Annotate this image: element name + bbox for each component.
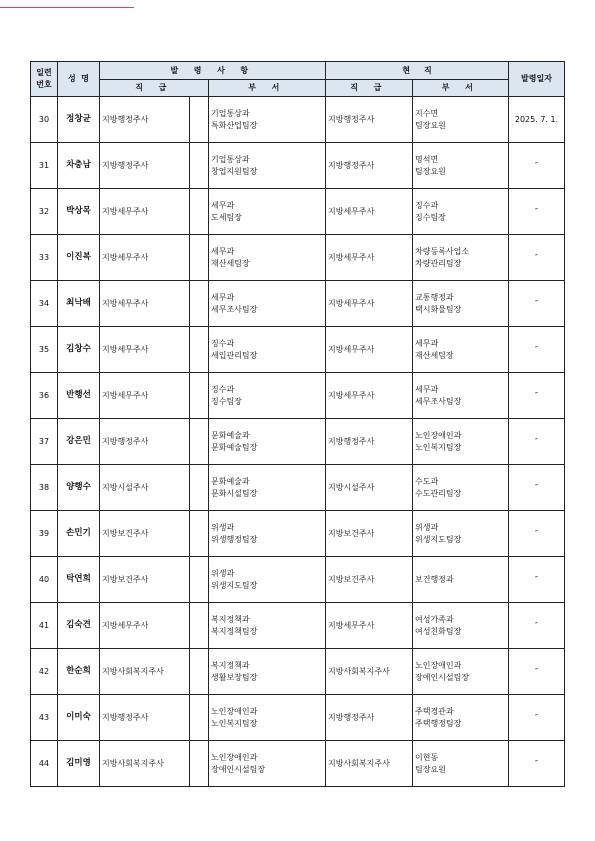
row-order-rank: 지방시설주사: [100, 465, 190, 511]
row-order-blank: [190, 143, 209, 189]
row-order-rank: 지방사회복지주사: [100, 741, 190, 787]
row-current-rank: 지방행정주사: [326, 143, 413, 189]
row-order-dept-line2: 징수팀장: [211, 396, 242, 406]
row-order-dept-line1: 문화예술과: [211, 430, 250, 440]
row-name: 최낙배: [58, 281, 100, 327]
row-order-blank: [190, 465, 209, 511]
table-row: [31, 603, 565, 649]
top-red-rule: [0, 7, 134, 8]
row-order-blank: [190, 373, 209, 419]
row-order-dept-line2: 문화시설팀장: [211, 488, 258, 498]
row-order-dept: [209, 511, 326, 557]
row-current-dept: [413, 649, 509, 695]
header-order-group: 발 령 사 항: [100, 62, 326, 80]
row-order-dept: [209, 603, 326, 649]
header-name: 성 명: [58, 62, 100, 97]
row-name: 김창수: [58, 327, 100, 373]
row-order-dept-line1: 징수과: [211, 338, 235, 348]
header-order-dept: 부 서: [209, 80, 326, 97]
row-current-rank: 지방사회복지주사: [326, 649, 413, 695]
header-serial: [31, 62, 58, 97]
header-order-date: 발령일자: [509, 62, 565, 97]
row-order-dept: [209, 741, 326, 787]
row-order-dept: [209, 649, 326, 695]
row-order-rank: 지방행정주사: [100, 419, 190, 465]
row-order-dept-line2: 특화산업팀장: [211, 120, 258, 130]
row-order-blank: [190, 419, 209, 465]
row-order-dept-line1: 문화예술과: [211, 476, 250, 486]
row-order-rank: 지방세무주사: [100, 327, 190, 373]
row-current-dept-line2: 차량관리팀장: [415, 258, 462, 268]
table-row: [31, 649, 565, 695]
row-current-dept-line1: 수도과: [415, 476, 439, 486]
row-name: 이진복: [58, 235, 100, 281]
row-current-rank: 지방보건주사: [326, 511, 413, 557]
row-order-dept-line2: 세입관리팀장: [211, 350, 258, 360]
row-current-dept-line1: 지수면: [415, 108, 439, 118]
row-current-dept: [413, 143, 509, 189]
row-order-dept-line2: 위생지도팀장: [211, 580, 258, 590]
row-current-rank: 지방시설주사: [326, 465, 413, 511]
row-current-dept: [413, 511, 509, 557]
row-name: 한순희: [58, 649, 100, 695]
row-order-dept-line1: 복지정책과: [211, 660, 250, 670]
row-order-dept-line1: 세무과: [211, 292, 235, 302]
row-order-rank: 지방세무주사: [100, 603, 190, 649]
row-order-dept-line1: 노인장애인과: [211, 706, 258, 716]
row-order-rank: 지방세무주사: [100, 281, 190, 327]
row-name: 김미영: [58, 741, 100, 787]
row-order-dept-line2: 재산세팀장: [211, 258, 250, 268]
row-current-dept: [413, 327, 509, 373]
row-current-dept: [413, 741, 509, 787]
row-current-dept: [413, 419, 509, 465]
row-order-dept-line1: 위생과: [211, 522, 235, 532]
table-row: [31, 189, 565, 235]
table-row: [31, 97, 565, 143]
row-order-blank: [190, 603, 209, 649]
row-current-dept: [413, 465, 509, 511]
row-order-dept: [209, 143, 326, 189]
row-current-dept: [413, 281, 509, 327]
table-row: [31, 557, 565, 603]
personnel-order-table: [30, 61, 565, 787]
row-current-rank: 지방세무주사: [326, 373, 413, 419]
row-current-rank: 지방세무주사: [326, 189, 413, 235]
row-order-blank: [190, 97, 209, 143]
row-order-rank: 지방사회복지주사: [100, 649, 190, 695]
row-order-dept-line1: 복지정책과: [211, 614, 250, 624]
row-order-dept-line2: 도세팀장: [211, 212, 242, 222]
row-order-dept-line1: 징수과: [211, 384, 235, 394]
row-name: 이미숙: [58, 695, 100, 741]
row-order-blank: [190, 511, 209, 557]
row-number: 32: [31, 189, 58, 235]
row-number: 31: [31, 143, 58, 189]
row-order-rank: 지방행정주사: [100, 143, 190, 189]
row-order-date: ″: [509, 695, 565, 741]
row-order-rank: 지방보건주사: [100, 511, 190, 557]
row-order-blank: [190, 235, 209, 281]
row-name: 반행선: [58, 373, 100, 419]
row-order-date: ″: [509, 649, 565, 695]
row-current-dept-line2: 여성친화팀장: [415, 626, 462, 636]
row-current-dept: [413, 235, 509, 281]
row-order-dept-line2: 위생행정팀장: [211, 534, 258, 544]
row-current-dept-line1: 여성가족과: [415, 614, 454, 624]
row-number: 30: [31, 97, 58, 143]
row-order-dept-line2: 창업지원팀장: [211, 166, 258, 176]
row-order-blank: [190, 557, 209, 603]
row-current-dept-line1: 교통행정과: [415, 292, 454, 302]
row-order-dept-line1: 노인장애인과: [211, 752, 258, 762]
row-number: 44: [31, 741, 58, 787]
row-number: 35: [31, 327, 58, 373]
row-order-rank: 지방세무주사: [100, 189, 190, 235]
row-order-date: ″: [509, 603, 565, 649]
table-row: [31, 511, 565, 557]
row-current-dept-line2: 장애인시설팀장: [415, 672, 470, 682]
row-current-dept-line2: 세무조사팀장: [415, 396, 462, 406]
row-current-dept-line1: 노인장애인과: [415, 660, 462, 670]
row-order-date: ″: [509, 741, 565, 787]
table-row: [31, 235, 565, 281]
row-order-dept: [209, 189, 326, 235]
table-row: [31, 373, 565, 419]
row-current-dept-line2: 주택행정팀장: [415, 718, 462, 728]
row-order-rank: 지방행정주사: [100, 97, 190, 143]
row-current-rank: 지방세무주사: [326, 327, 413, 373]
row-current-dept-line1: 징수과: [415, 200, 439, 210]
row-current-rank: 지방보건주사: [326, 557, 413, 603]
row-current-rank: 지방세무주사: [326, 281, 413, 327]
row-order-blank: [190, 189, 209, 235]
row-order-date: 2025. 7. 1.: [509, 97, 565, 143]
row-order-date: ″: [509, 327, 565, 373]
row-current-rank: 지방사회복지주사: [326, 741, 413, 787]
row-number: 37: [31, 419, 58, 465]
row-number: 38: [31, 465, 58, 511]
header-current-rank: 직 급: [326, 80, 413, 97]
header-current-dept: 부 서: [413, 80, 509, 97]
row-current-rank: 지방행정주사: [326, 419, 413, 465]
row-number: 41: [31, 603, 58, 649]
row-current-dept-line1: 주택경관과: [415, 706, 454, 716]
row-order-dept: [209, 235, 326, 281]
row-number: 40: [31, 557, 58, 603]
table-row: [31, 327, 565, 373]
row-current-dept-line1: 세무과: [415, 338, 439, 348]
row-order-date: ″: [509, 511, 565, 557]
row-name: 차충남: [58, 143, 100, 189]
row-current-dept-line2: 재산세팀장: [415, 350, 454, 360]
row-order-dept: [209, 557, 326, 603]
row-order-date: ″: [509, 373, 565, 419]
row-order-rank: 지방세무주사: [100, 373, 190, 419]
row-name: 강은민: [58, 419, 100, 465]
row-order-date: ″: [509, 465, 565, 511]
row-order-rank: 지방보건주사: [100, 557, 190, 603]
table-row: [31, 143, 565, 189]
row-order-dept: [209, 373, 326, 419]
row-order-dept-line2: 문화예술팀장: [211, 442, 258, 452]
row-order-dept-line1: 위생과: [211, 568, 235, 578]
row-name: 탁연희: [58, 557, 100, 603]
row-current-dept-line2: 수도관리팀장: [415, 488, 462, 498]
row-order-dept: [209, 281, 326, 327]
row-order-rank: 지방행정주사: [100, 695, 190, 741]
row-current-dept-line1: 노인장애인과: [415, 430, 462, 440]
row-order-blank: [190, 281, 209, 327]
row-name: 박상목: [58, 189, 100, 235]
row-order-blank: [190, 327, 209, 373]
row-current-dept: [413, 97, 509, 143]
row-current-dept-line2: 징수팀장: [415, 212, 446, 222]
row-current-dept: [413, 695, 509, 741]
row-order-dept: [209, 465, 326, 511]
row-current-dept-line1: 차량등록사업소: [415, 246, 470, 256]
row-order-dept: [209, 327, 326, 373]
header-order-rank: 직 급: [100, 80, 209, 97]
row-current-rank: 지방행정주사: [326, 695, 413, 741]
row-order-dept-line1: 기업통상과: [211, 108, 250, 118]
row-current-dept-line1: 이현동: [415, 752, 439, 762]
row-order-date: ″: [509, 189, 565, 235]
row-current-dept-line2: 팀장요원: [415, 764, 446, 774]
row-current-rank: 지방세무주사: [326, 235, 413, 281]
row-order-dept-line2: 장애인시설팀장: [211, 764, 266, 774]
row-current-dept-line1: 명석면: [415, 154, 439, 164]
row-order-blank: [190, 741, 209, 787]
row-number: 36: [31, 373, 58, 419]
row-name: 손민기: [58, 511, 100, 557]
row-order-date: ″: [509, 143, 565, 189]
row-name: 양행수: [58, 465, 100, 511]
header-serial-line2: 번호: [36, 80, 52, 89]
row-order-date: ″: [509, 557, 565, 603]
row-current-dept: [413, 557, 509, 603]
row-order-dept-line2: 생활보장팀장: [211, 672, 258, 682]
row-order-dept: [209, 695, 326, 741]
row-number: 42: [31, 649, 58, 695]
header-serial-line1: 일련: [36, 68, 52, 78]
row-order-date: ″: [509, 235, 565, 281]
row-order-dept-line2: 세무조사팀장: [211, 304, 258, 314]
row-order-dept-line2: 노인복지팀장: [211, 718, 258, 728]
row-order-blank: [190, 649, 209, 695]
row-order-dept-line1: 세무과: [211, 246, 235, 256]
row-number: 34: [31, 281, 58, 327]
row-order-dept: [209, 97, 326, 143]
row-number: 43: [31, 695, 58, 741]
table-row: [31, 695, 565, 741]
row-current-rank: 지방행정주사: [326, 97, 413, 143]
row-current-dept-line1: 세무과: [415, 384, 439, 394]
row-current-dept-line1: 보건행정과: [415, 574, 454, 584]
row-order-dept-line1: 세무과: [211, 200, 235, 210]
header-current-group: 현 직: [326, 62, 509, 80]
table-row: [31, 419, 565, 465]
row-current-dept-line2: 택시화물팀장: [415, 304, 462, 314]
row-current-rank: 지방세무주사: [326, 603, 413, 649]
row-order-blank: [190, 695, 209, 741]
row-current-dept-line2: 팀장요원: [415, 166, 446, 176]
row-current-dept-line1: 위생과: [415, 522, 439, 532]
row-order-dept-line2: 복지정책팀장: [211, 626, 258, 636]
row-current-dept-line2: 팀장요원: [415, 120, 446, 130]
row-number: 39: [31, 511, 58, 557]
table-row: [31, 741, 565, 787]
row-order-dept-line1: 기업통상과: [211, 154, 250, 164]
row-current-dept: [413, 373, 509, 419]
row-current-dept-line2: 노인복지팀장: [415, 442, 462, 452]
row-current-dept-line2: 위생지도팀장: [415, 534, 462, 544]
row-order-date: ″: [509, 281, 565, 327]
row-order-date: ″: [509, 419, 565, 465]
row-name: 정창균: [58, 97, 100, 143]
row-order-rank: 지방세무주사: [100, 235, 190, 281]
table-row: [31, 465, 565, 511]
row-name: 김숙견: [58, 603, 100, 649]
row-number: 33: [31, 235, 58, 281]
row-current-dept: [413, 603, 509, 649]
row-order-dept: [209, 419, 326, 465]
row-current-dept: [413, 189, 509, 235]
table-row: [31, 281, 565, 327]
